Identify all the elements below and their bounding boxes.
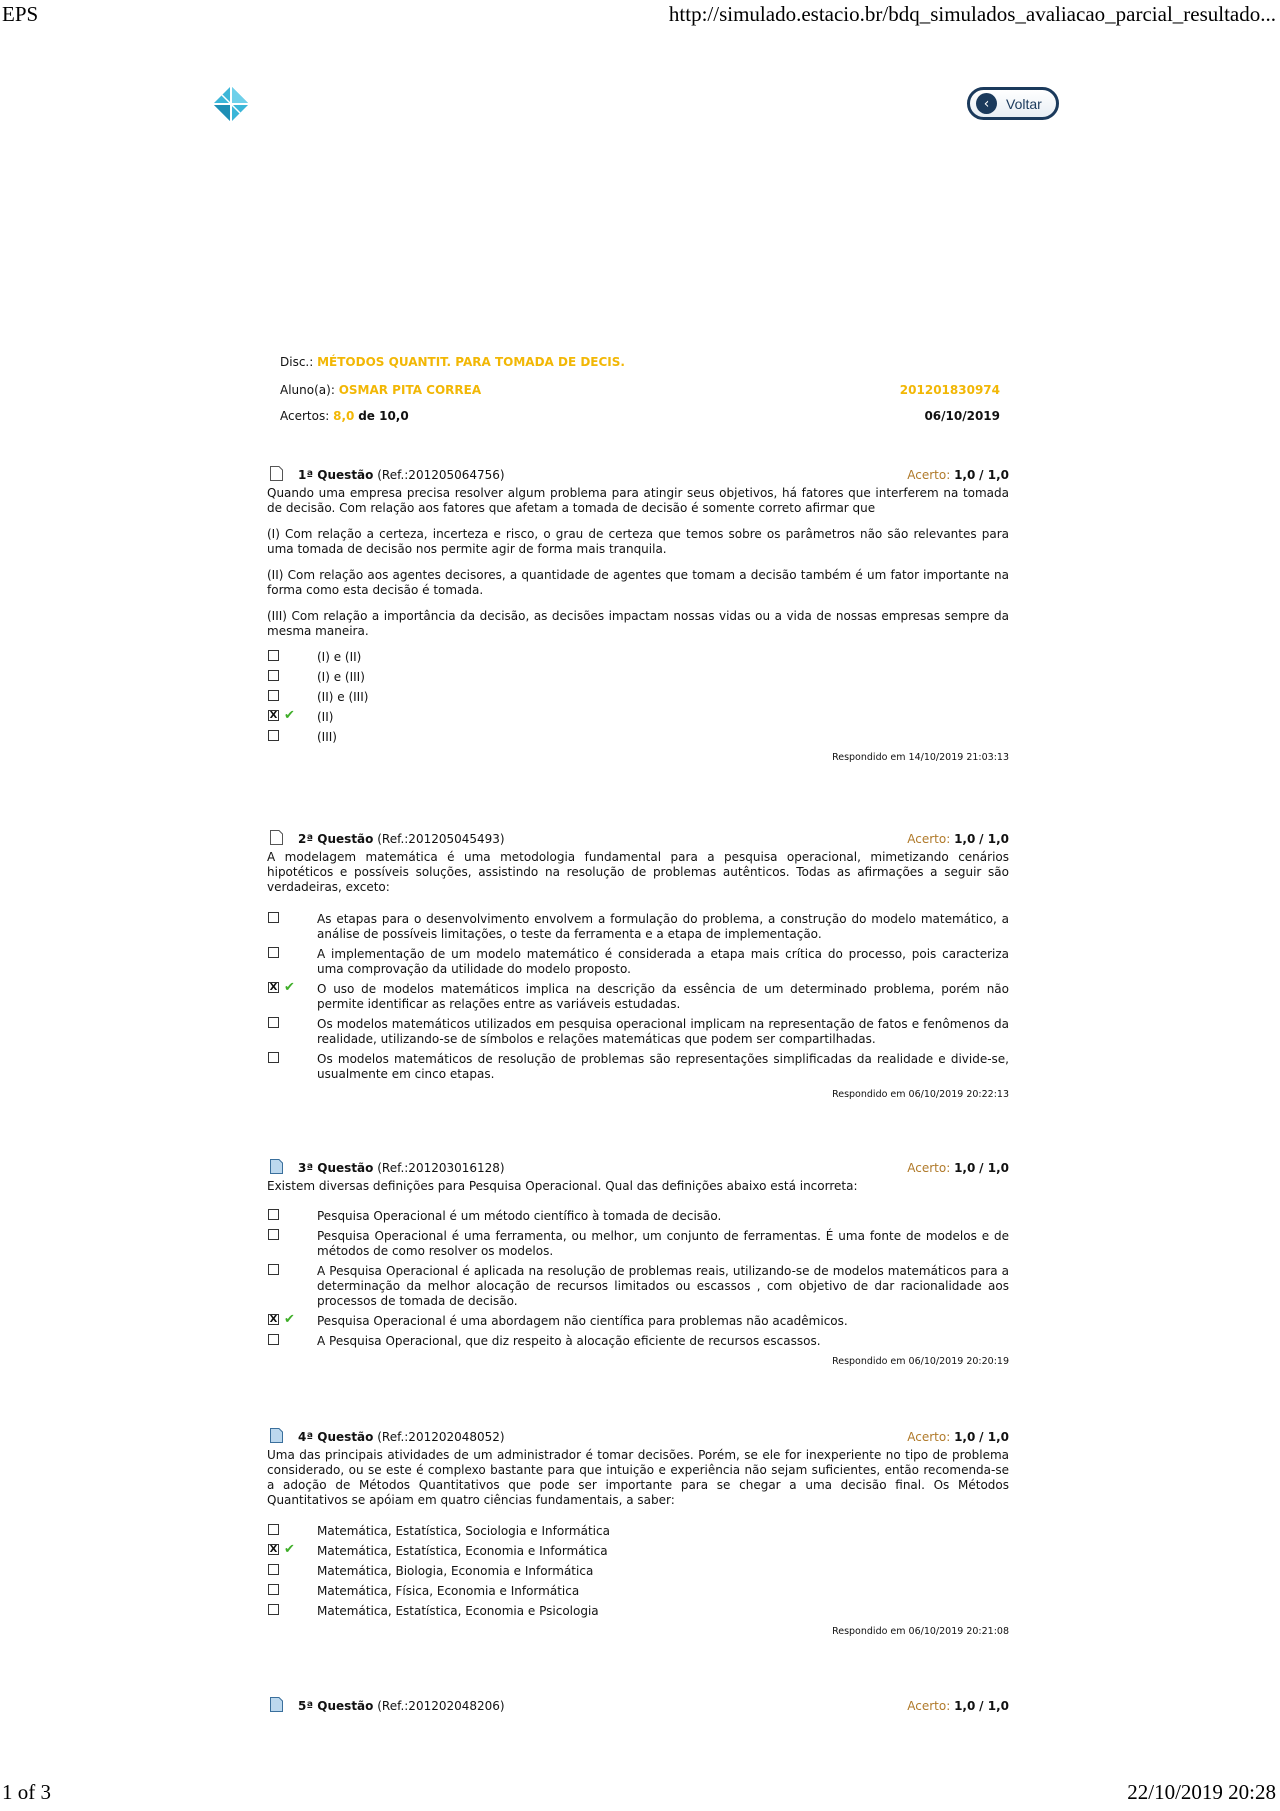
stem-paragraph: (III) Com relação a importância da decisão, as decisões impactam nossas vidas ou a vida de nossas empresas sempre da mesma maneira. [267,609,1009,638]
option[interactable]: Os modelos matemáticos utilizados em pesquisa operacional implicam na representação de fatos e fenômenos da realidade, utilizando-se de símbolos e relações matemáticas que podem ser compartilhadas. [267,1017,1009,1047]
option-checkbox[interactable] [268,1017,279,1028]
option[interactable]: A Pesquisa Operacional, que diz respeito à alocação eficiente de recursos escassos. [267,1334,1009,1349]
print-header [0,2,1280,30]
question-5 [267,1697,1009,1717]
option-checkbox[interactable] [268,1564,279,1575]
question-ref: (Ref.:201203016128) [377,1161,505,1175]
check-icon: ✔ [284,1542,295,1557]
question-ref: (Ref.:201205064756) [377,468,505,482]
option[interactable]: Pesquisa Operacional é uma ferramenta, ou melhor, um conjunto de ferramentas. É uma fonte de modelos e de métodos de como resolver os modelos. [267,1229,1009,1259]
option[interactable]: Matemática, Estatística, Sociologia e Informática [267,1524,1009,1539]
option-checkbox-checked[interactable]: X [269,1314,278,1325]
option-checkbox[interactable] [268,690,279,701]
answered-timestamp: Respondido em 14/10/2019 21:03:13 [832,752,1009,763]
discipline-label: Disc.: [280,355,314,369]
question-score: Acerto: 1,0 / 1,0 [907,832,1009,846]
student-name: OSMAR PITA CORREA [338,383,482,397]
option[interactable]: Pesquisa Operacional é um método científico à tomada de decisão. [267,1209,1009,1224]
stem-paragraph: A modelagem matemática é uma metodologia fundamental para a pesquisa operacional, mimetizando cenários hipotéticos e possíveis soluções, assistindo na resolução de problemas autênticos. Todas as afirmações a seguir são verdadeiras, exceto: [267,850,1009,894]
stem-paragraph: Uma das principais atividades de um administrador é tomar decisões. Porém, se ele for inexperiente no tipo de problema considerado, ou se este é complexo bastante para que intuição e experiência não sejam suficientes, então recomenda-se a adoção de Métodos Quantitativos que pode ser importante para se chegar a uma decisão final. Os Métodos Quantitativos se apóiam em quatro ciências fundamentais, a saber: [267,1448,1009,1507]
stem-paragraph: (I) Com relação a certeza, incerteza e risco, o grau de certeza que temos sobre os parâmetros não são relevantes para uma tomada de decisão nos permite agir de forma mais tranquila. [267,527,1009,556]
student-row [280,383,1000,397]
print-footer [0,1780,1280,1808]
option[interactable]: A Pesquisa Operacional é aplicada na resolução de problemas reais, utilizando-se de modelos matemáticos para a determinação da melhor alocação de recursos limitados ou escassos , com objetivo de dar racionalidade aos processos de tomada de decisão. [267,1264,1009,1309]
discipline-value: MÉTODOS QUANTIT. PARA TOMADA DE DECIS. [317,355,625,369]
option-checkbox[interactable] [268,1052,279,1063]
score-row [280,409,1000,423]
answered-timestamp: Respondido em 06/10/2019 20:21:08 [832,1626,1009,1637]
option[interactable]: (II) e (III) [267,690,1009,705]
option-checkbox[interactable] [268,947,279,958]
document-icon [270,466,283,481]
question-number: 3ª Questão [298,1161,374,1175]
option-checkbox[interactable] [268,1264,279,1275]
question-number: 2ª Questão [298,832,374,846]
check-icon: ✔ [284,980,295,995]
option-checkbox[interactable] [268,730,279,741]
document-icon [270,830,283,845]
stem-paragraph: (II) Com relação aos agentes decisores, a quantidade de agentes que tomam a decisão também é um fator importante na forma como esta decisão é tomada. [267,568,1009,597]
option-selected[interactable]: X ✔ (II) [269,708,334,724]
option-checkbox[interactable] [268,1604,279,1615]
option[interactable]: As etapas para o desenvolvimento envolvem a formulação do problema, a construção do modelo matemático, a análise de possíveis limitações, o teste da ferramenta e a etapa de implementação. [267,912,1009,942]
option[interactable]: Matemática, Estatística, Economia e Psicologia [267,1604,1009,1619]
stem-paragraph: Quando uma empresa precisa resolver algum problema para atingir seus objetivos, há fatores que interferem na tomada de decisão. Com relação aos fatores que afetam a tomada de decisão é somente correto afirmar que [267,486,1009,515]
question-number: 5ª Questão [298,1699,374,1713]
chevron-left-icon: ‹ [976,93,997,114]
question-stem [267,1448,1009,1508]
document-icon [270,1697,283,1712]
question-stem [267,1179,1009,1194]
question-number: 4ª Questão [298,1430,374,1444]
option[interactable]: Matemática, Biologia, Economia e Informática [267,1564,1009,1579]
option[interactable]: (I) e (II) [267,650,1009,665]
question-ref: (Ref.:201205045493) [377,832,505,846]
document-icon [270,1159,283,1174]
stem-paragraph: Existem diversas definições para Pesquisa Operacional. Qual das definições abaixo está incorreta: [267,1179,858,1193]
exam-date: 06/10/2019 [924,409,1000,423]
question-score: Acerto: 1,0 / 1,0 [907,1161,1009,1175]
question-4 [267,1428,1009,1639]
document-icon [270,1428,283,1443]
question-stem [267,486,1009,639]
score-label: Acertos: [280,409,330,423]
question-1 [267,466,1009,765]
option[interactable]: A implementação de um modelo matemático é considerada a etapa mais crítica do processo, pois caracteriza uma comprovação da utilidade do modelo proposto. [267,947,1009,977]
question-score: Acerto: 1,0 / 1,0 [907,1699,1009,1713]
print-header-url: http://simulado.estacio.br/bdq_simulados_avaliacao_parcial_resultado... [668,2,1276,26]
print-datetime: 22/10/2019 20:28 [1127,1780,1276,1804]
question-number: 1ª Questão [298,468,374,482]
page-count: 1 of 3 [2,1780,51,1804]
student-label: Aluno(a): [280,383,335,397]
score-value: 8,0 [333,409,355,423]
question-ref: (Ref.:201202048052) [377,1430,505,1444]
estacio-logo-icon [213,86,249,122]
option[interactable]: Matemática, Física, Economia e Informática [267,1584,1009,1599]
option[interactable]: (I) e (III) [267,670,1009,685]
option-checkbox[interactable] [268,1584,279,1595]
back-button[interactable] [967,87,1059,120]
option-selected[interactable]: X ✔ Pesquisa Operacional é uma abordagem não científica para problemas não acadêmicos. [269,1312,848,1328]
option-checkbox[interactable] [268,1209,279,1220]
check-icon: ✔ [284,708,295,723]
question-score: Acerto: 1,0 / 1,0 [907,468,1009,482]
student-id: 201201830974 [899,383,1000,397]
option[interactable]: Os modelos matemáticos de resolução de problemas são representações simplificadas da realidade e divide-se, usualmente em cinco etapas. [267,1052,1009,1082]
question-score: Acerto: 1,0 / 1,0 [907,1430,1009,1444]
option-checkbox-checked[interactable]: X [269,710,278,721]
option-checkbox-checked[interactable]: X [269,982,278,993]
answered-timestamp: Respondido em 06/10/2019 20:20:19 [832,1356,1009,1367]
answered-timestamp: Respondido em 06/10/2019 20:22:13 [832,1089,1009,1100]
option-selected[interactable]: X ✔ O uso de modelos matemáticos implica na descrição da essência de um determinado problema, porém não permite identificar as relações entre as variáveis estudadas. [269,980,1009,1011]
option[interactable]: (III) [267,730,1009,745]
option-checkbox[interactable] [268,912,279,923]
discipline-row [280,355,1000,369]
score-of: de 10,0 [358,409,409,423]
option-selected[interactable]: X ✔ Matemática, Estatística, Economia e Informática [269,1542,608,1558]
option-checkbox[interactable] [268,1524,279,1535]
option-checkbox[interactable] [268,1334,279,1345]
question-stem [267,850,1009,895]
option-checkbox[interactable] [268,1229,279,1240]
option-checkbox-checked[interactable]: X [269,1544,278,1555]
back-button-label: Voltar [1006,95,1042,112]
option-checkbox[interactable] [268,670,279,681]
option-checkbox[interactable] [268,650,279,661]
print-header-left: EPS [2,2,39,26]
question-3 [267,1159,1009,1369]
check-icon: ✔ [284,1312,295,1327]
question-2 [267,830,1009,1102]
question-ref: (Ref.:201202048206) [377,1699,505,1713]
